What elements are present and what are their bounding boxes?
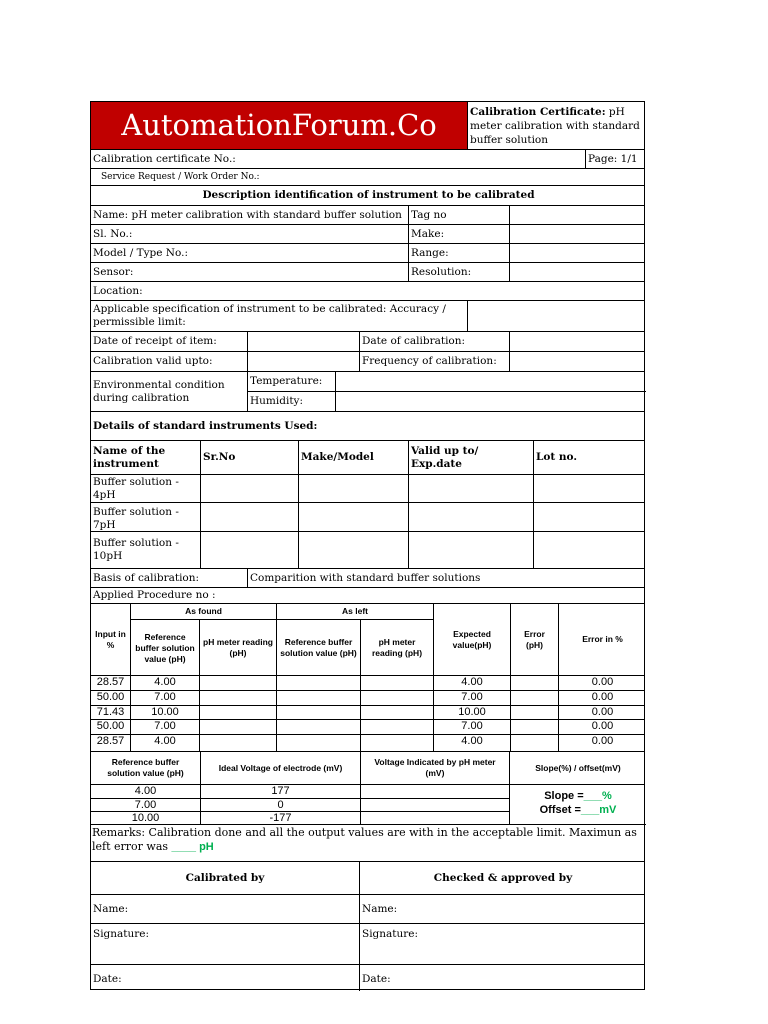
frequency-value (510, 352, 646, 371)
valid-upto-label: Calibration valid upto: (91, 352, 248, 371)
calibration-date-value (510, 332, 646, 351)
volt-indicated-value (361, 799, 510, 811)
header-row (91, 102, 644, 150)
buffer-10ph: Buffer solution - 10pH (91, 532, 201, 568)
col-error-pct: Error in % (582, 634, 623, 644)
col-instrument-name: Name of the instrument (91, 441, 201, 474)
empty-cell (299, 532, 409, 568)
error-pct-value: 0.00 (591, 735, 614, 747)
col-sr-no: Sr.No (201, 441, 299, 474)
col-volt-indicated: Voltage Indicated by pH meter (mV) (361, 752, 510, 784)
frequency-label: Frequency of calibration: (360, 352, 510, 371)
standards-heading-row (91, 412, 644, 441)
desc-row-2 (91, 225, 644, 244)
temperature-label: Temperature: (248, 372, 336, 391)
signoff-signature-row (91, 924, 644, 965)
readings-header-row (91, 604, 644, 676)
input-value: 50.00 (91, 720, 131, 734)
ph-reading-left-value (361, 706, 434, 719)
basis-label: Basis of calibration: (91, 569, 248, 587)
slope-offset-box (510, 785, 646, 825)
checked-date-label: Date: (362, 973, 391, 985)
checked-name-label: Name: (362, 902, 398, 915)
environment-values (248, 372, 646, 411)
input-value: 28.57 (91, 735, 131, 751)
resolution-label: Resolution: (409, 263, 510, 281)
error-value (511, 720, 559, 734)
description-heading-row (91, 186, 644, 206)
desc-row-8 (91, 352, 644, 372)
ph-reading-found-value (200, 706, 277, 719)
as-left-header: As left (277, 604, 434, 620)
resolution-value (510, 263, 646, 281)
ph-reading-left-value (361, 691, 434, 705)
valid-upto-value (248, 352, 360, 371)
expected-value: 7.00 (434, 691, 511, 705)
signoff-header-row (91, 862, 644, 895)
offset-line: Offset =___mV (539, 804, 617, 816)
volt-ideal-value: 0 (201, 799, 361, 811)
tag-no-label: Tag no (409, 206, 510, 224)
procedure-label: Applied Procedure no : (93, 589, 216, 601)
calibration-certificate (90, 101, 645, 990)
cert-no-label: Calibration certificate No.: (91, 150, 586, 168)
desc-row-4 (91, 263, 644, 282)
make-value (510, 225, 646, 243)
empty-cell (409, 532, 534, 568)
empty-cell (299, 503, 409, 531)
signoff-name-row (91, 895, 644, 924)
col-input: Input in % (91, 604, 131, 675)
instrument-name: Name: pH meter calibration with standard buffer solution (91, 206, 409, 224)
col-slope-offset: Slope(%) / offset(mV) (535, 762, 621, 773)
procedure-row (91, 588, 644, 604)
col-valid-upto: Valid up to/ Exp.date (409, 441, 534, 474)
receipt-date-value (248, 332, 360, 351)
ph-reading-left-value (361, 676, 434, 690)
input-value: 71.43 (91, 706, 131, 719)
readings-row (91, 691, 644, 706)
standards-heading: Details of standard instruments Used: (93, 419, 318, 432)
readings-row (91, 735, 644, 752)
desc-row-9 (91, 372, 644, 412)
desc-row-6 (91, 301, 644, 332)
standards-row (91, 503, 644, 532)
empty-cell (201, 532, 299, 568)
volt-ref-value: 10.00 (91, 812, 201, 824)
range-value (510, 244, 646, 262)
col-expected: Expected value(pH) (434, 604, 511, 675)
service-request-label: Service Request / Work Order No.: (101, 171, 260, 182)
col-ph-reading-left: pH meter reading (pH) (361, 620, 434, 675)
ref-buffer-value: 4.00 (131, 735, 200, 751)
volt-ref-value: 7.00 (91, 799, 201, 811)
checked-signature-label: Signature: (362, 928, 419, 940)
ph-reading-found-value (200, 676, 277, 690)
desc-row-7 (91, 332, 644, 352)
col-make-model: Make/Model (299, 441, 409, 474)
cert-no-row (91, 150, 644, 169)
col-ref-buffer-left: Reference buffer solution value (pH) (277, 620, 361, 675)
page-number: Page: 1/1 (588, 152, 638, 165)
empty-cell (299, 475, 409, 502)
error-value (511, 676, 559, 690)
standards-row (91, 475, 644, 503)
ref-buffer-value: 7.00 (131, 720, 200, 734)
ph-reading-found-value (200, 720, 277, 734)
empty-cell (409, 475, 534, 502)
description-heading: Description identification of instrument to be calibrated (202, 189, 535, 201)
basis-row (91, 569, 644, 588)
standards-header-row (91, 441, 644, 475)
col-error: Error (pH) (511, 604, 559, 675)
calibrated-by-header: Calibrated by (91, 862, 360, 894)
range-label: Range: (409, 244, 510, 262)
readings-group-header (131, 604, 434, 675)
specification-label: Applicable specification of instrument to be calibrated: Accuracy / permissible limit: (91, 301, 468, 331)
service-row (91, 169, 644, 186)
col-ph-reading-found: pH meter reading (pH) (200, 620, 277, 675)
input-value: 50.00 (91, 691, 131, 705)
error-value (511, 706, 559, 719)
location-label: Location: (93, 284, 143, 297)
volt-ideal-value: -177 (201, 812, 361, 824)
expected-value: 7.00 (434, 720, 511, 734)
readings-row (91, 676, 644, 691)
make-label: Make: (409, 225, 510, 243)
error-value (511, 691, 559, 705)
readings-row (91, 706, 644, 720)
ph-reading-left-value (361, 735, 434, 751)
calibration-date-label: Date of calibration: (360, 332, 510, 351)
error-pct-value: 0.00 (591, 691, 614, 703)
ref-buffer-left-value (277, 720, 361, 734)
ref-buffer-left-value (277, 676, 361, 690)
standards-row (91, 532, 644, 569)
readings-row (91, 720, 644, 735)
error-pct-value: 0.00 (591, 706, 614, 718)
calibrated-name-label: Name: (91, 895, 360, 923)
voltage-row (91, 812, 510, 825)
desc-row-5 (91, 282, 644, 301)
remarks: Remarks: Calibration done and all the output values are with in the acceptable limit. Maximun as left error was ____ pH (92, 826, 637, 853)
volt-indicated-value (361, 785, 510, 798)
input-value: 28.57 (91, 676, 131, 690)
ref-buffer-value: 7.00 (131, 691, 200, 705)
remarks-row (91, 825, 644, 862)
col-volt-ideal: Ideal Voltage of electrode (mV) (201, 752, 361, 784)
basis-value: Comparition with standard buffer solutions (250, 571, 481, 584)
ref-buffer-left-value (277, 691, 361, 705)
volt-ref-value: 4.00 (91, 785, 201, 798)
sensor-label: Sensor: (91, 263, 409, 281)
logo: AutomationForum.Co (91, 102, 468, 149)
certificate-title: Calibration Certificate: pH meter calibration with standard buffer solution (470, 106, 640, 146)
expected-value: 10.00 (434, 706, 511, 719)
error-pct-value: 0.00 (591, 720, 614, 732)
ref-buffer-value: 4.00 (131, 676, 200, 690)
ph-reading-found-value (200, 691, 277, 705)
empty-cell (409, 503, 534, 531)
voltage-header-row (91, 752, 644, 785)
empty-cell (201, 503, 299, 531)
buffer-7ph: Buffer solution - 7pH (91, 503, 201, 531)
buffer-4ph: Buffer solution - 4pH (91, 475, 201, 502)
environment-label: Environmental condition during calibration (91, 372, 248, 411)
model-label: Model / Type No.: (91, 244, 409, 262)
slope-line: Slope =___% (544, 790, 612, 802)
checked-by-header: Checked & approved by (433, 871, 573, 884)
empty-cell (201, 475, 299, 502)
specification-value (468, 301, 646, 331)
serial-no-label: Sl. No.: (91, 225, 409, 243)
desc-row-3 (91, 244, 644, 263)
col-ref-buffer-found: Reference buffer solution value (pH) (131, 620, 200, 675)
calibrated-signature-label: Signature: (91, 924, 360, 964)
expected-value: 4.00 (434, 735, 511, 751)
tag-no-value (510, 206, 646, 224)
expected-value: 4.00 (434, 676, 511, 690)
as-found-header: As found (131, 604, 277, 620)
ref-buffer-left-value (277, 735, 361, 751)
error-value (511, 735, 559, 751)
voltage-row (91, 785, 510, 799)
calibrated-date-label: Date: (91, 965, 360, 991)
receipt-date-label: Date of receipt of item: (91, 332, 248, 351)
volt-indicated-value (361, 812, 510, 824)
ph-reading-left-value (361, 720, 434, 734)
desc-row-1 (91, 206, 644, 225)
signoff-date-row (91, 965, 644, 991)
col-lot-no: Lot no. (536, 451, 578, 463)
col-volt-ref: Reference buffer solution value (pH) (91, 752, 201, 784)
ph-reading-found-value (200, 735, 277, 751)
error-pct-value: 0.00 (591, 676, 614, 688)
humidity-label: Humidity: (248, 392, 336, 411)
volt-ideal-value: 177 (201, 785, 361, 798)
ref-buffer-left-value (277, 706, 361, 719)
ref-buffer-value: 10.00 (131, 706, 200, 719)
voltage-row (91, 799, 510, 812)
